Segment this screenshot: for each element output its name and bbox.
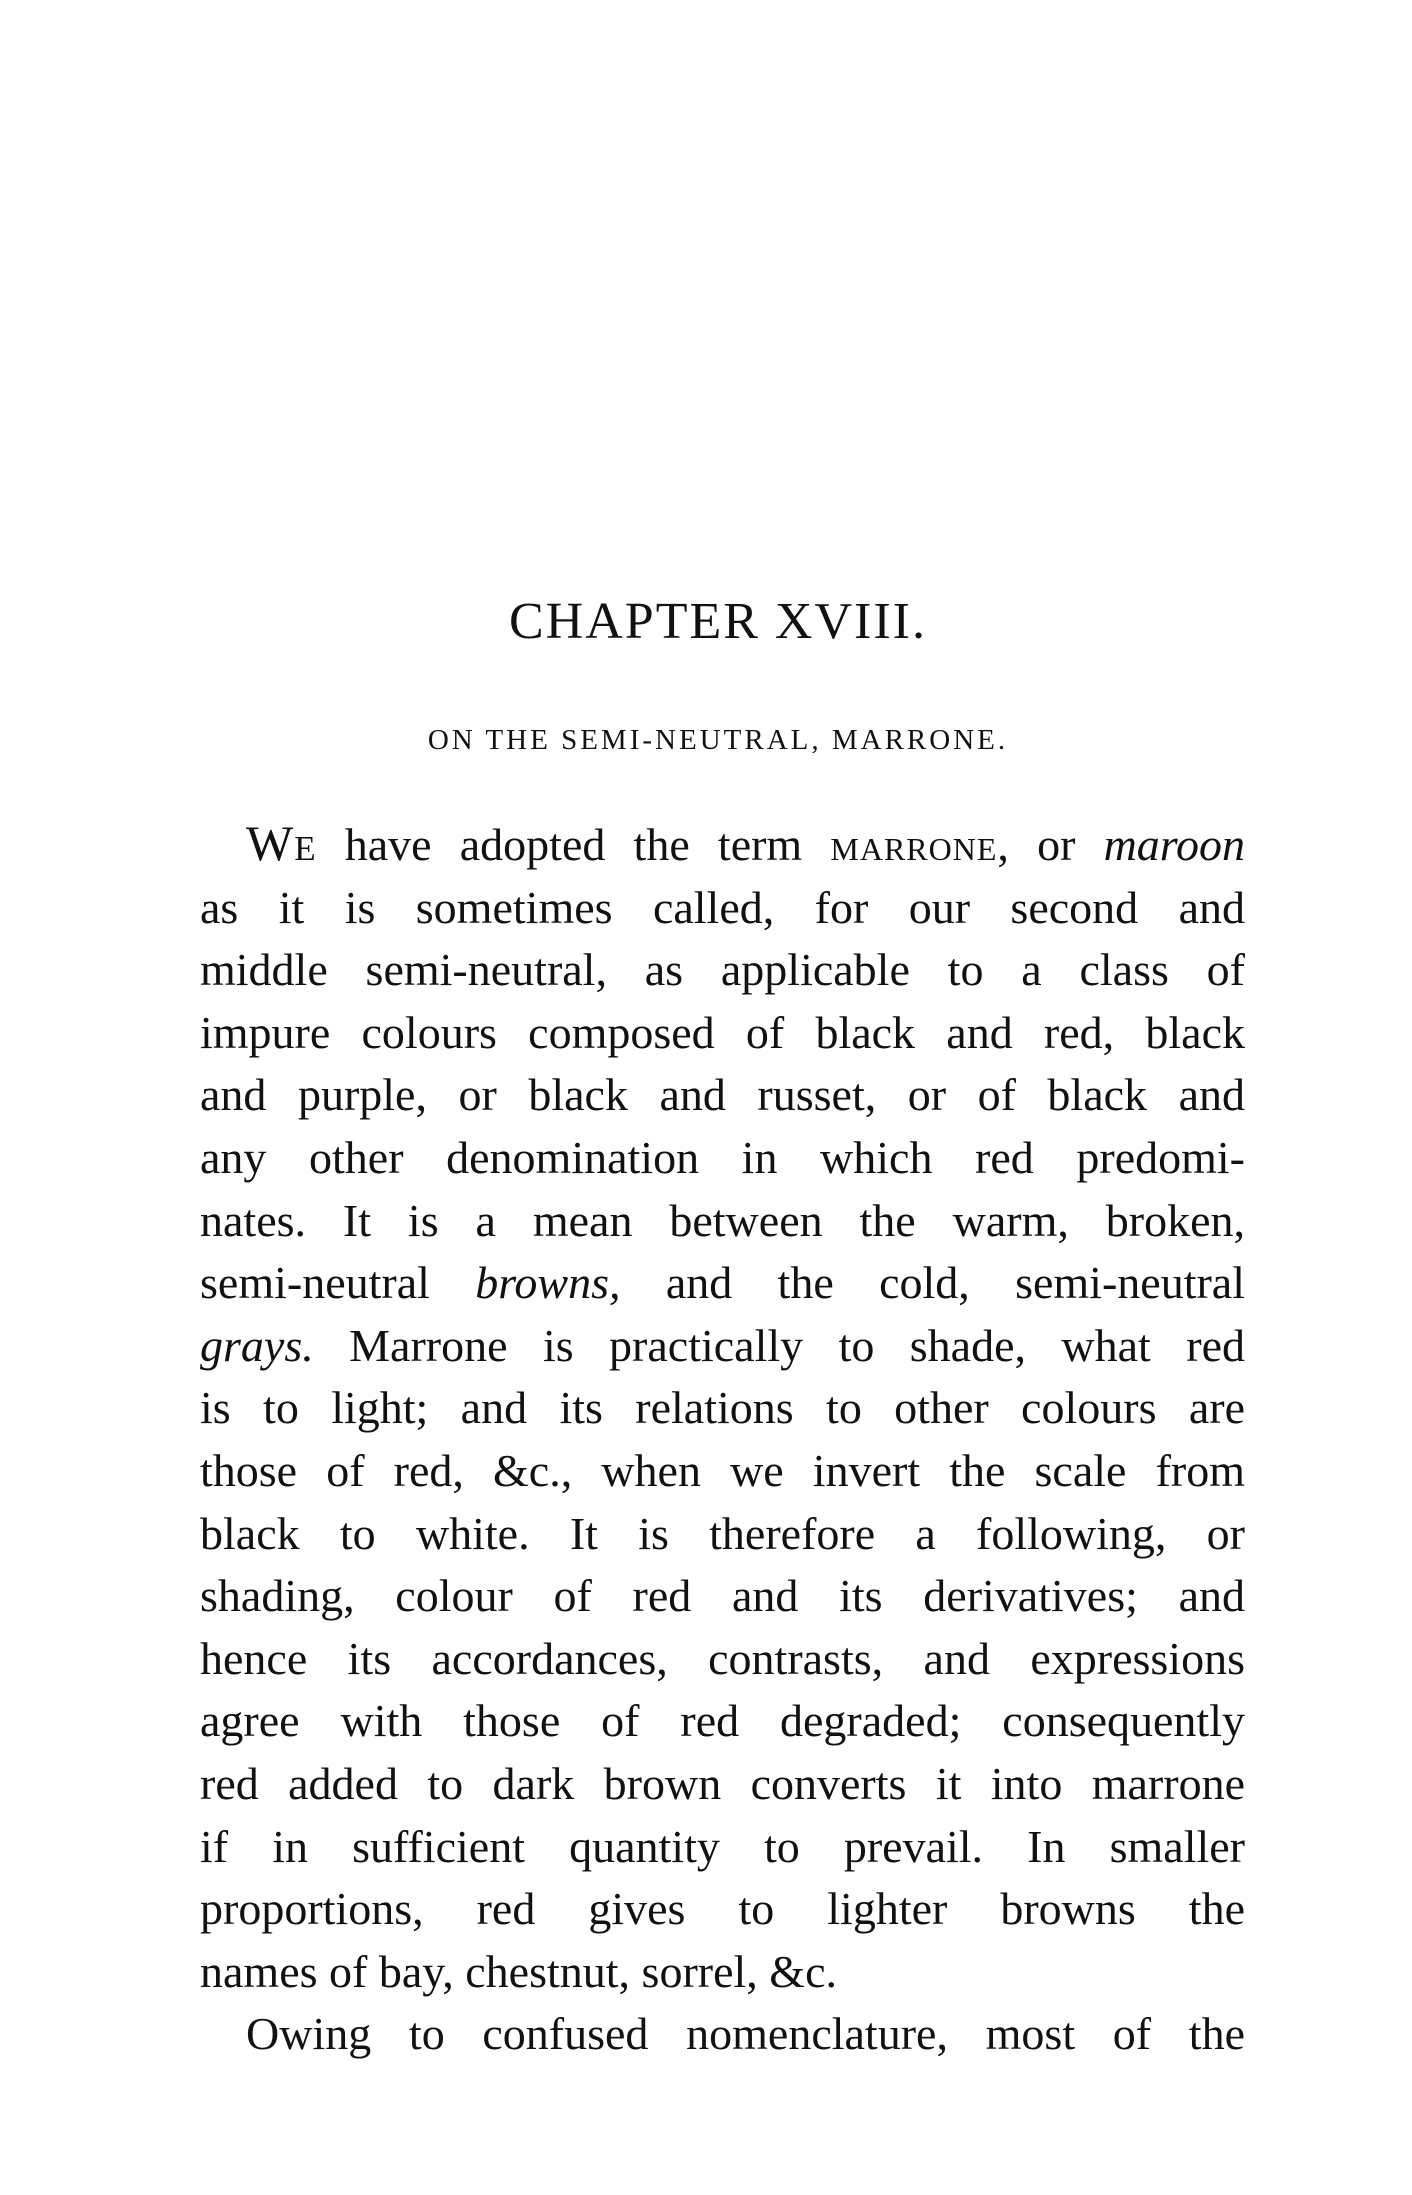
text-line xyxy=(200,1315,1245,1378)
text-segment: have adopted the term xyxy=(344,819,803,870)
text-line: any other denomination in which red predomi- xyxy=(200,1131,1245,1183)
paragraph-2-line-1: Owing to confused nomenclature, most of the xyxy=(246,2008,1245,2060)
term-browns: browns, xyxy=(475,1257,621,1309)
text-segment: Marrone is practically to shade, what red xyxy=(313,1319,1245,1371)
text-line: middle semi-neutral, as applicable to a class of xyxy=(200,944,1245,996)
opening-word: We xyxy=(246,815,317,871)
text-line: shading, colour of red and its derivatives; and xyxy=(200,1570,1245,1622)
text-line: and purple, or black and russet, or of black and xyxy=(200,1069,1245,1121)
text-segment: semi-neutral xyxy=(200,1257,430,1309)
body-text xyxy=(200,812,1245,2066)
text-line: is to light; and its relations to other colours are xyxy=(200,1382,1245,1434)
text-line: those of red, &c., when we invert the scale from xyxy=(200,1444,1245,1496)
text-line: black to white. It is therefore a following, or xyxy=(200,1507,1245,1559)
text-line: names of bay, chestnut, sorrel, &c. xyxy=(200,1945,837,1997)
text-line: hence its accordances, contrasts, and expressions xyxy=(200,1632,1245,1684)
text-line: proportions, red gives to lighter browns the xyxy=(200,1883,1245,1935)
text-segment: , or xyxy=(997,819,1076,870)
chapter-title: CHAPTER XVIII. xyxy=(509,593,927,650)
text-line: impure colours composed of black and red, black xyxy=(200,1006,1245,1058)
term-grays: grays. xyxy=(200,1319,314,1371)
text-line: red added to dark brown converts it into marrone xyxy=(200,1757,1245,1809)
text-line: if in sufficient quantity to prevail. In smaller xyxy=(200,1820,1245,1872)
text-line: as it is sometimes called, for our second and xyxy=(200,881,1245,933)
text-line xyxy=(200,1252,1245,1315)
term-maroon: maroon xyxy=(1103,819,1245,870)
text-line: nates. It is a mean between the warm, broken, xyxy=(200,1194,1245,1246)
paragraph-1-line-1 xyxy=(200,812,1245,877)
term-marrone: marrone xyxy=(830,819,998,870)
text-line: agree with those of red degraded; consequently xyxy=(200,1695,1245,1747)
text-segment: and the cold, semi-neutral xyxy=(665,1257,1245,1309)
chapter-subtitle: ON THE SEMI-NEUTRAL, MARRONE. xyxy=(427,724,1009,756)
